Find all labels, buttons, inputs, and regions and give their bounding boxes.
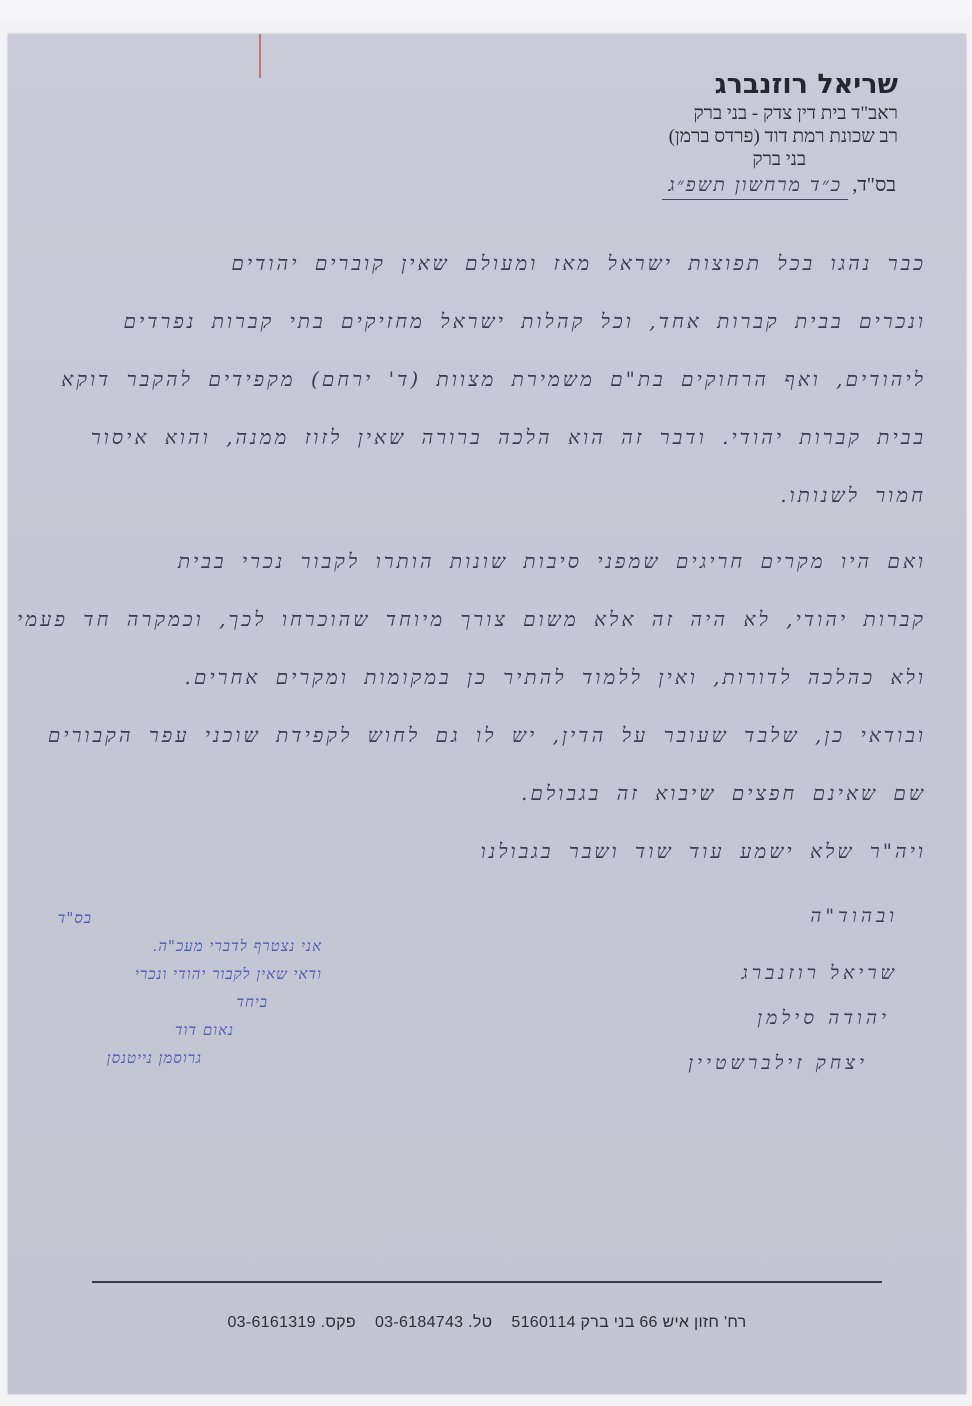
body-line: ובודאי כן, שלבד שעובר על הדין, יש לו גם לחוש לקפידת שוכני עפר הקבורים [47,723,926,747]
note-line: גרוסמן נייטנסן [106,1049,202,1067]
note-line: בס"ד [57,909,92,927]
footer-phone-label: טל. [468,1314,493,1331]
note-line: ביחד [236,993,268,1011]
letterhead-role: רב שכונת רמת דוד (פרדס ברמן) [668,126,898,147]
footer-divider [92,1281,882,1283]
body-line: כבר נהגו בכל תפוצות ישראל מאז ומעולם שאין קוברים יהודים [231,251,926,275]
body-line: קברות יהודי, לא היה זה אלא משום צורך מיוחד שהוכרחו לכך, וכמקרה חד פעמי [17,607,926,631]
body-line: ואם היו מקרים חריגים שמפני סיבות שונות הותרו לקבור נכרי בבית [177,549,926,573]
footer-contact [8,1314,966,1332]
letterhead-city: בני ברק [752,149,807,170]
body-line: ונכרים בבית קברות אחד, וכל קהלות ישראל מחזיקים בתי קברות נפרדים [123,309,926,333]
body-line: בבית קברות יהודי. ודבר זה הוא הלכה ברורה שאין לזוז ממנה, והוא איסור [90,425,926,449]
date-prefix: בס"ד, [852,174,896,196]
body-line: ולא כהלכה לדורות, ואין ללמוד להתיר כן במקומות ומקרים אחרים. [184,665,926,689]
closing-text: ובהוד"ה [810,905,898,927]
signature-1: שריאל רוזנברג [741,962,898,984]
body-line: שם שאינם חפצים שיבוא זה בגבולם. [521,781,926,805]
letterhead [669,68,898,171]
note-line: אני נצטרף לדברי מעכ"ה. [152,937,322,955]
blue-handwritten-note [52,904,322,1072]
footer-fax-label: פקס. [320,1314,356,1331]
footer-phone: 03-6184743 [374,1314,464,1331]
letter-body [17,234,926,880]
screen-top-band [0,0,972,18]
paper-mark [259,34,261,78]
date-handwritten: כ״ד מרחשון תשפ״ג [662,174,848,200]
letter-page [8,34,966,1394]
letterhead-title: ראב"ד בית דין צדק - בני ברק [693,103,898,124]
signature-2: יהודה סילמן [757,1007,890,1029]
body-line: ליהודים, ואף הרחוקים בת"ם משמירת מצוות (ד' ירחם) מקפידים להקבר דוקא [61,367,926,391]
body-line: ויה"ר שלא ישמע עוד שוד ושבר בגבולנו [480,839,926,863]
letterhead-name: שריאל רוזנברג [714,69,898,100]
body-line: חמור לשנותו. [780,483,926,507]
note-line: נאום דוד [174,1021,234,1039]
signature-3: יצחק זילברשטיין [688,1052,868,1074]
signature-block [658,905,898,1086]
footer-fax: 03-6161319 [227,1314,316,1331]
footer-address: רח' חזון איש 66 בני ברק 5160114 [511,1314,747,1331]
date-line [662,174,896,200]
note-line: ודאי שאין לקבור יהודי ונכרי [134,965,322,983]
